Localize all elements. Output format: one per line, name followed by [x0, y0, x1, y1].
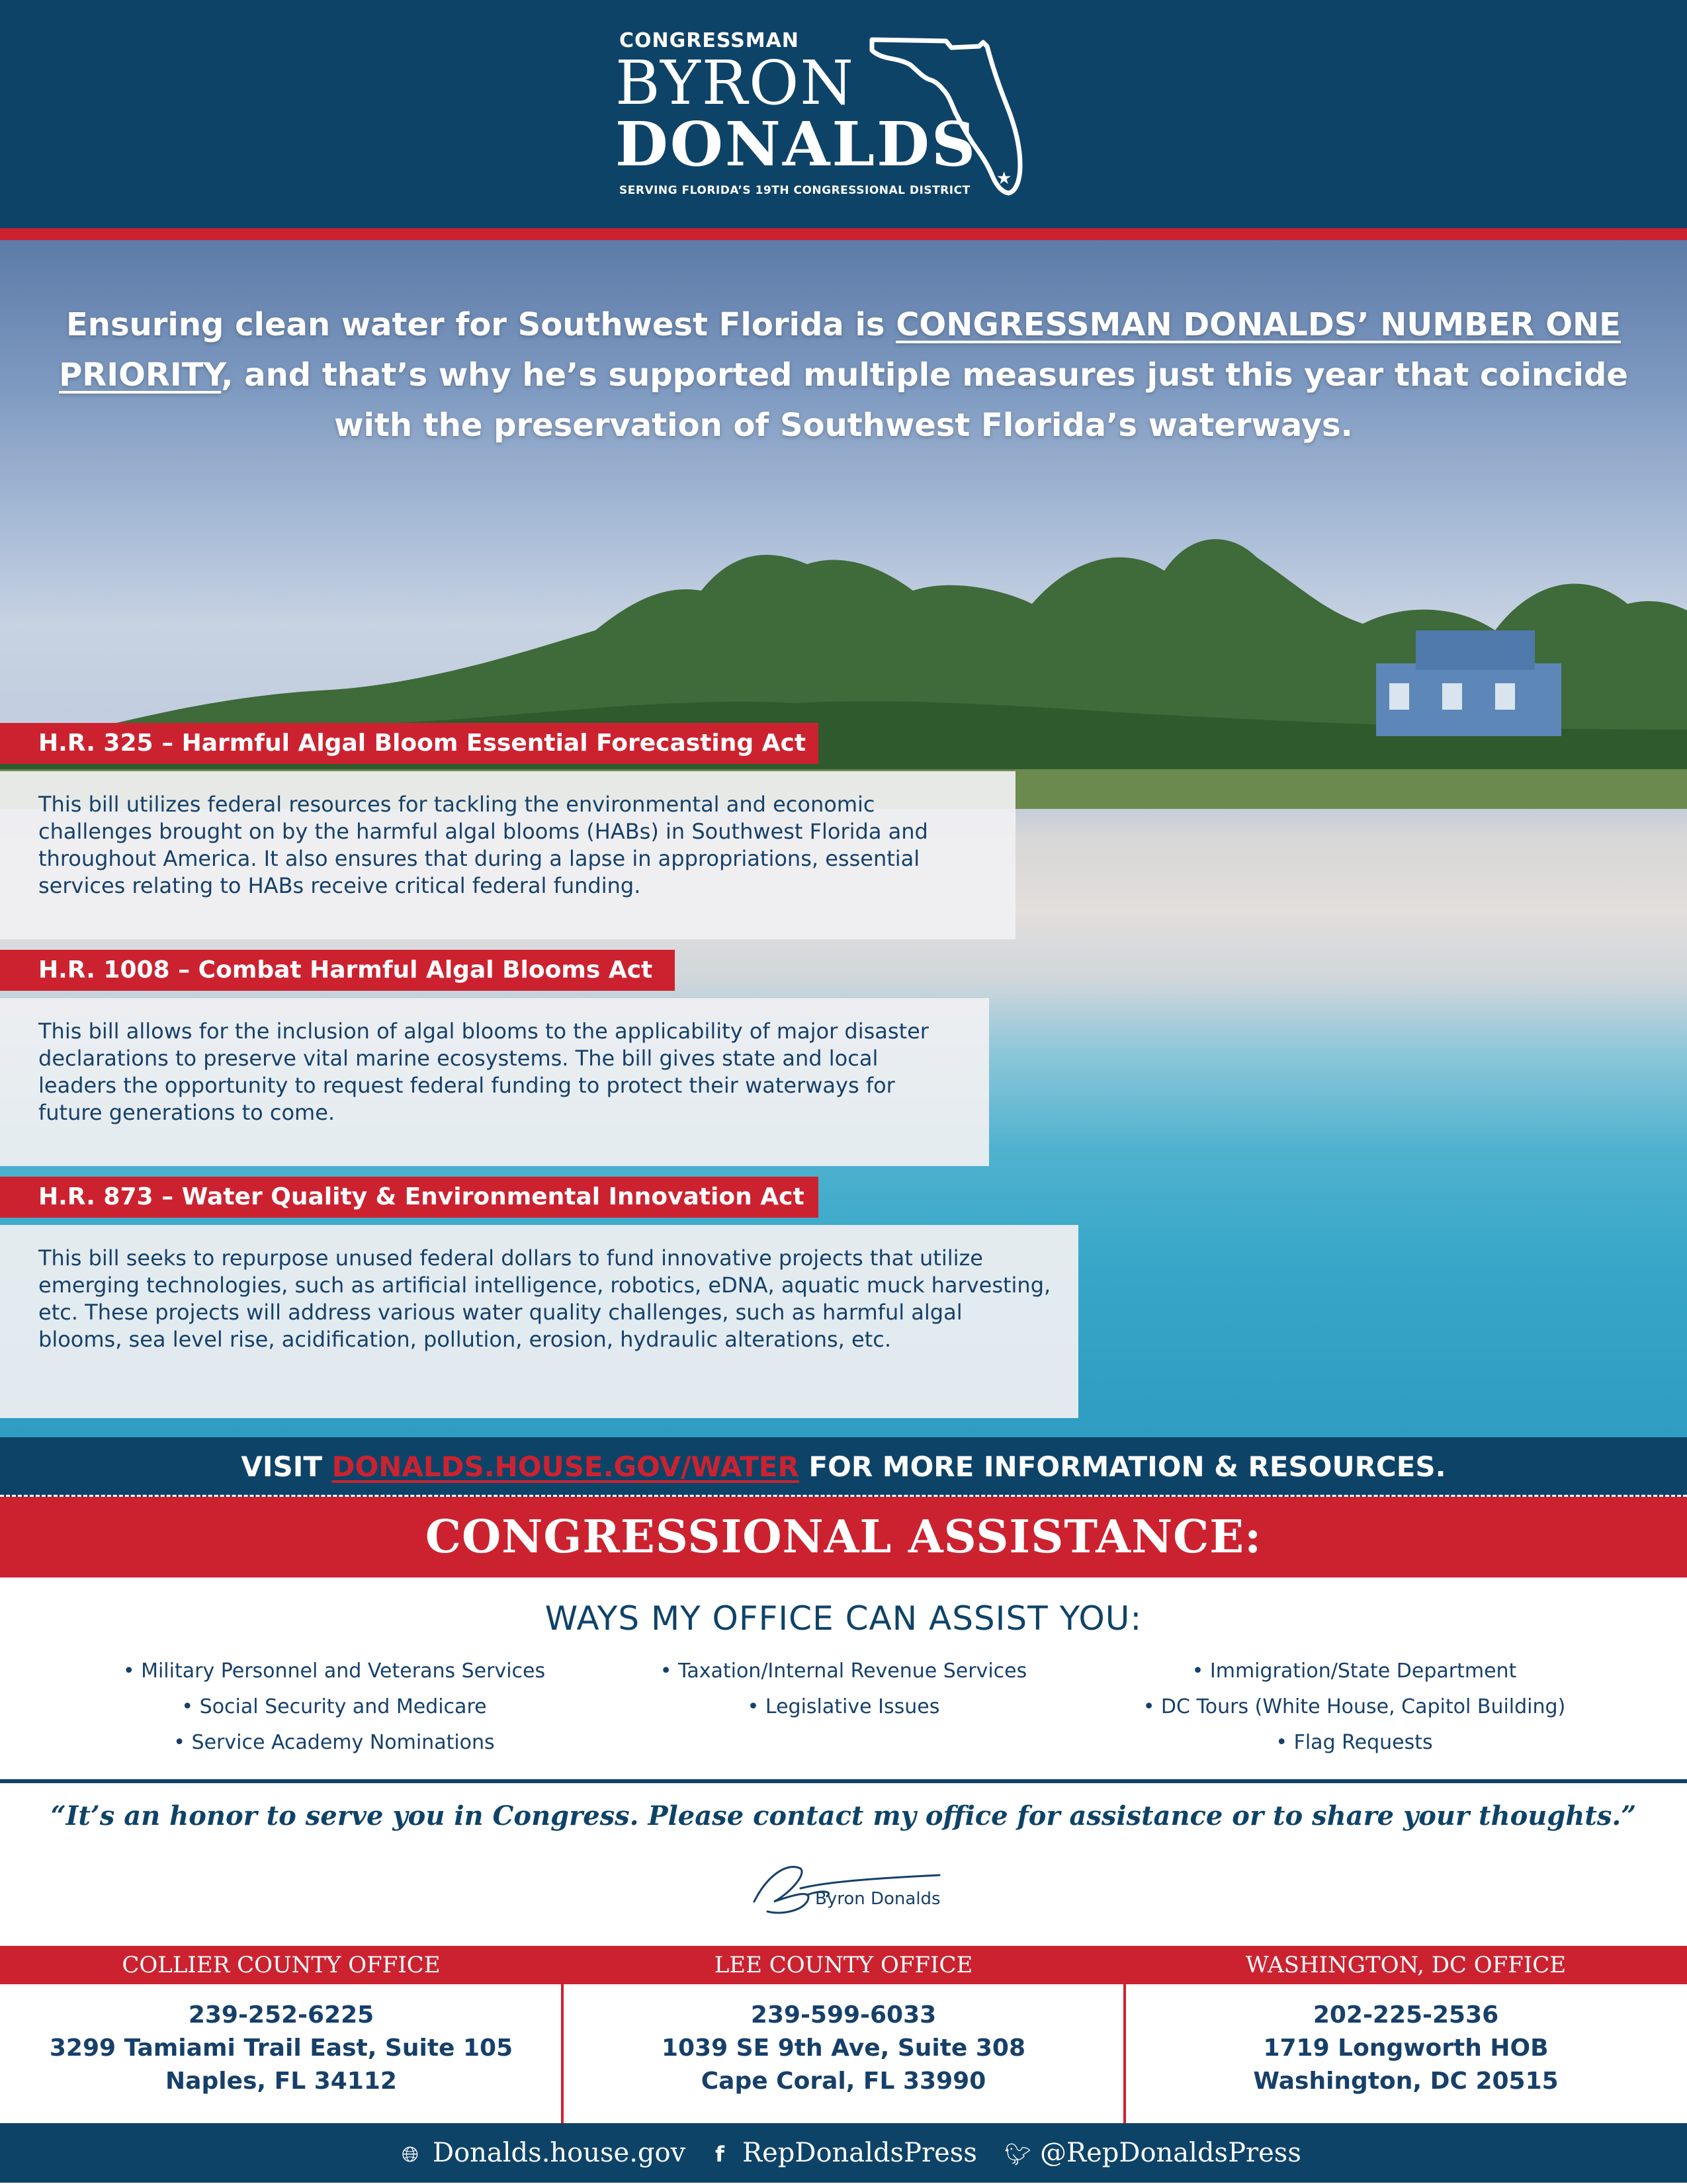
office-city: Naples, FL 34112 — [165, 2068, 397, 2095]
twitter-icon: 🐦︎ — [1004, 2142, 1031, 2167]
footer-twitter-label: @RepDonaldsPress — [1040, 2138, 1301, 2168]
header-divider — [0, 228, 1687, 240]
footer-website[interactable] — [397, 2123, 685, 2184]
service-item: • Social Security and Medicare — [181, 1695, 487, 1718]
header-banner — [0, 0, 1687, 228]
visit-suffix: FOR MORE INFORMATION & RESOURCES. — [799, 1450, 1446, 1483]
logo-district: SERVING FLORIDA’S 19TH CONGRESSIONAL DISTRICT — [619, 184, 971, 197]
office-address: 1039 SE 9th Ave, Suite 308 — [661, 2035, 1026, 2062]
logo — [615, 26, 1078, 205]
signature-image — [728, 1849, 966, 1921]
headline-rest: , and that’s why he’s supported multiple measures just this year that coincide with the preservation of Southwest Florida’s waterways. — [221, 357, 1628, 444]
bill-title-hr1008: H.R. 1008 – Combat Harmful Algal Blooms Act — [0, 950, 675, 991]
water-resources-link[interactable]: DONALDS.HOUSE.GOV/WATER — [331, 1450, 799, 1483]
service-item: • Service Academy Nominations — [173, 1731, 495, 1754]
footer-facebook[interactable] — [707, 2123, 977, 2184]
service-item: • Flag Requests — [1276, 1731, 1433, 1754]
visit-prefix: VISIT — [241, 1450, 332, 1483]
headline-priority: CONGRESSMAN DONALDS’ NUMBER ONE PRIORITY — [59, 306, 1621, 394]
service-item: • Legislative Issues — [747, 1695, 940, 1718]
services-column-1 — [53, 1654, 615, 1761]
office-phone[interactable]: 202-225-2536 — [1313, 2001, 1499, 2029]
services-column-3 — [1073, 1654, 1635, 1761]
office-phone[interactable]: 239-599-6033 — [750, 2001, 937, 2029]
bill-body-hr873: This bill seeks to repurpose unused federal dollars to fund innovative projects that utilize emerging technologies, such as artificial intelligence, robotics, eDNA, aquatic muck harvesting, etc. These projects will address various water quality challenges, such as harmful algal blooms, sea level rise, acidification, pollution, erosion, hydraulic alterations, etc. — [0, 1225, 1078, 1418]
logo-congressman: CONGRESSMAN — [619, 29, 799, 52]
section-divider — [0, 1779, 1687, 1783]
office-washington — [1125, 1946, 1687, 2123]
offices-section — [0, 1946, 1687, 2123]
headline — [40, 300, 1647, 450]
service-item: • DC Tours (White House, Capitol Building) — [1143, 1695, 1566, 1718]
bill-body-hr325: This bill utilizes federal resources for tackling the environmental and economic challenges brought on by the harmful algal blooms (HABs) in Southwest Florida and throughout America. It also ensures that during a lapse in appropriations, essential services relating to HABs receive critical federal funding. — [0, 771, 1016, 939]
signature-name: Byron Donalds — [815, 1889, 941, 1909]
office-address: 3299 Tamiami Trail East, Suite 105 — [49, 2035, 513, 2062]
service-item: • Military Personnel and Veterans Services — [122, 1659, 546, 1683]
globe-icon: 🌐︎ — [402, 2142, 419, 2167]
office-separator — [561, 1946, 564, 2123]
office-collier — [0, 1946, 562, 2123]
footer-facebook-label: RepDonaldsPress — [742, 2138, 977, 2168]
office-name: LEE COUNTY OFFICE — [562, 1946, 1125, 1984]
assistance-title: CONGRESSIONAL ASSISTANCE: — [0, 1497, 1687, 1577]
treeline-illustration — [0, 531, 1687, 809]
services-column-2 — [562, 1654, 1125, 1725]
footer — [0, 2123, 1687, 2183]
bill-title-hr325: H.R. 325 – Harmful Algal Bloom Essential Forecasting Act — [0, 723, 818, 764]
office-lee — [562, 1946, 1125, 2123]
logo-first-name: BYRON — [615, 48, 855, 118]
office-phone[interactable]: 239-252-6225 — [188, 2001, 374, 2029]
visit-banner — [0, 1437, 1687, 1497]
dashed-divider — [0, 1495, 1687, 1497]
florida-map-icon — [867, 26, 1025, 198]
service-item: • Taxation/Internal Revenue Services — [660, 1659, 1027, 1683]
service-item: • Immigration/State Department — [1191, 1659, 1517, 1683]
logo-last-name: DONALDS — [615, 108, 978, 180]
footer-twitter[interactable] — [1004, 2123, 1301, 2184]
footer-website-label: Donalds.house.gov — [433, 2138, 686, 2168]
bill-title-hr873: H.R. 873 – Water Quality & Environmental Innovation Act — [0, 1177, 818, 1218]
facebook-icon: f — [715, 2142, 724, 2167]
headline-intro: Ensuring clean water for Southwest Florida is — [66, 306, 896, 343]
office-name: COLLIER COUNTY OFFICE — [0, 1946, 562, 1984]
office-city: Washington, DC 20515 — [1253, 2068, 1559, 2095]
bill-body-hr1008: This bill allows for the inclusion of algal blooms to the applicability of major disaster declarations to preserve vital marine ecosystems. The bill gives state and local leaders the opportunity to request federal funding to protect their waterways for future generations to come. — [0, 998, 989, 1166]
assistance-subtitle: WAYS MY OFFICE CAN ASSIST YOU: — [544, 1599, 1143, 1638]
office-city: Cape Coral, FL 33990 — [701, 2068, 986, 2095]
office-separator — [1123, 1946, 1126, 2123]
hero-image-section — [0, 240, 1687, 1437]
svg-text:★: ★ — [996, 169, 1012, 189]
office-address: 1719 Longworth HOB — [1263, 2035, 1549, 2062]
congressman-quote: “It’s an honor to serve you in Congress. Please contact my office for assistance or to share your thoughts.” — [50, 1800, 1637, 1831]
office-name: WASHINGTON, DC OFFICE — [1125, 1946, 1687, 1984]
